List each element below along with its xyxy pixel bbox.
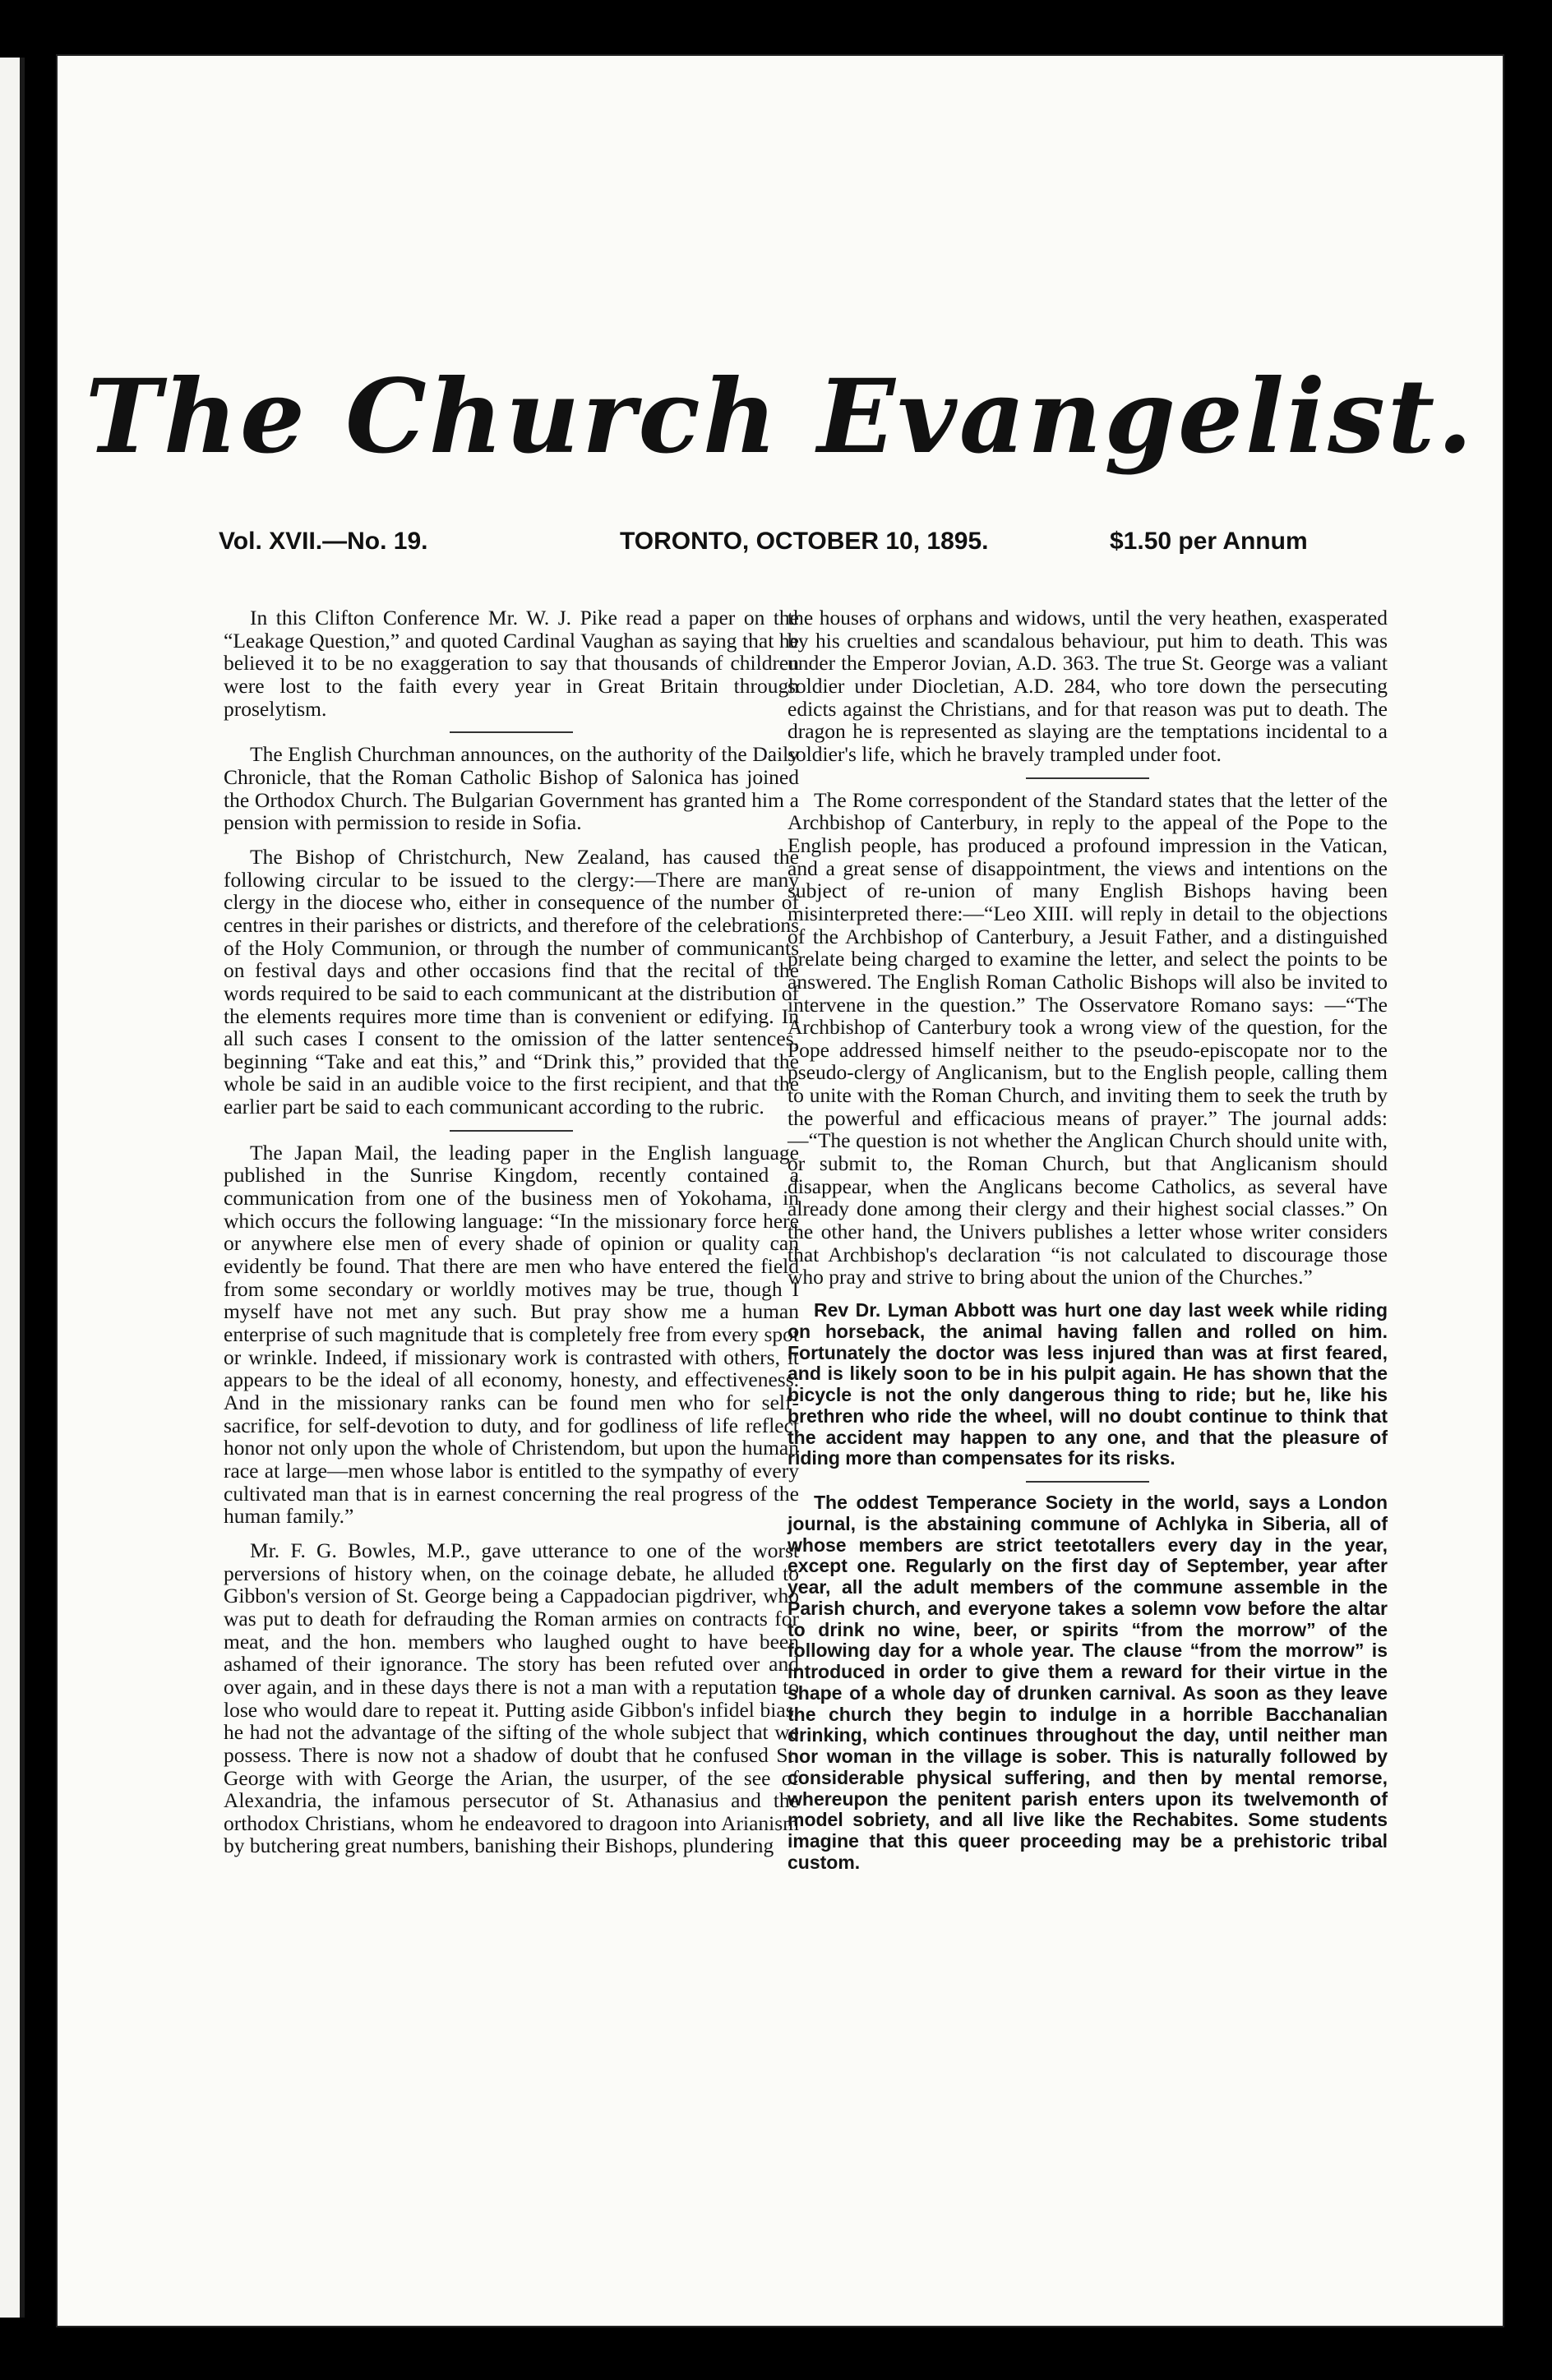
article-salonica-bishop: The English Churchman announces, on the authority of the Daily Chronicle, that the Roman Catholic Bishop of Salonica has joined the Orthodox Church. The Bulgarian Government has granted him a pension with permission to reside in Sofia. (224, 742, 799, 835)
article-japan-mail: The Japan Mail, the leading paper in the English language published in the Sunrise Kingdom, recently contained a communication from one of the business men of Yokohama, in which occurs the following language: “In the missionary force here or anywhere else men of every shade of opinion or quality can evidently be found. That there are men who have entered the field from some secondary or worldly motives may be true, though I myself have not met any such. But pray show me a human enterprise of such magnitude that is completely free from every spot or wrinkle. Indeed, if missionary work is contrasted with others, it appears to be the ideal of all economy, honesty, and effectiveness. And in the missionary ranks can be found men who for self-sacrifice, for self-devotion to duty, and for godliness of life reflect honor not only upon the whole of Christendom, but upon the human race at large—men whose labor is entitled to the sympathy of every cultivated man that is in earnest concerning the real progress of the human family.” (224, 1140, 799, 1529)
article-st-george-bowles: Mr. F. G. Bowles, M.P., gave utterance to one of the worst perversions of history when, on the coinage debate, he alluded to Gibbon's version of St. George being a Cappadocian pigdriver, who was put to death for defrauding the Roman armies on contracts for meat, and the hon. members who laughed ought to have been ashamed of their ignorance. The story has been refuted over and over again, and in these days there is not a man with a reputation to lose who would dare to repeat it. Putting aside Gibbon's infidel bias, he had not the advantage of the sifting of the whole subject that we possess. There is now not a shadow of doubt that he confused St. George with with George the Arian, the usurper, of the see of Alexandria, the infamous persecutor of St. Athanasius and the orthodox Christians, whom he endeavored to dragoon into Arianism by butchering great numbers, banishing their Bishops, plundering (224, 1538, 799, 1858)
adjacent-page-edge (0, 58, 25, 2318)
right-column (788, 607, 1388, 1885)
column-rule (1026, 777, 1149, 779)
article-temperance-society: The oddest Temperance Society in the world, says a London journal, is the abstaining commune of Achlyka in Siberia, all of whose members are strict teetotallers every day in the year, except one. Regularly on the first day of September, year after year, all the adult members of the commune assemble in the Parish church, and everyone takes a solemn vow before the altar to drink no wine, beer, or spirits “from the morrow” of the following day for a whole year. The clause “from the morrow” is introduced in order to give them a reward for their virtue in the shape of a whole day of drunken carnival. As soon as they leave the church they begin to indulge in a horrible Bacchanalian drinking, which continues throughout the day, until neither man nor woman in the village is sober. This is naturally followed by considerable physical suffering, and then by mental remorse, whereupon the penitent parish enters upon its twelvemonth of model sobriety, and all live like the Rechabites. Some students imagine that this queer proceeding may be a prehistoric tribal custom. (788, 1492, 1388, 1873)
column-rule (1026, 1481, 1149, 1483)
article-christchurch-circular: The Bishop of Christchurch, New Zealand, has caused the following circular to be issued to the clergy:—There are many clergy in the diocese who, either in consequence of the number of centres in their parishes or districts, and therefore of the celebrations of the Holy Communion, or through the number of communicants on festival days and other occasions find that the recital of the words required to be said to each communicant at the distribution of the elements requires more time than is convenient or edifying. In all such cases I consent to the omission of the latter sentences, beginning “Take and eat this,” and “Drink this,” provided that the whole be said in an audible voice to the first recipient, and that the earlier part be said to each communicant according to the rubric. (224, 844, 799, 1119)
article-st-george-continued: the houses of orphans and widows, until the very heathen, exasperated by his cruelties and scandalous behaviour, put him to death. This was under the Emperor Jovian, A.D. 363. The true St. George was a valiant soldier under Diocletian, A.D. 284, who tore down the persecuting edicts against the Christians, and for that reason was put to death. The dragon he is represented as slaying are the temptations incidental to a soldier's life, which he bravely trampled under foot. (788, 606, 1388, 766)
volume-number: Vol. XVII.—No. 19. (219, 528, 428, 555)
issue-line (56, 528, 1504, 569)
masthead-title: The Church Evangelist. (85, 357, 1476, 477)
issue-date: TORONTO, OCTOBER 10, 1895. (620, 528, 989, 555)
article-rome-correspondent: The Rome correspondent of the Standard states that the letter of the Archbishop of Canterbury, in reply to the appeal of the Pope to the English people, has produced a profound impression in the Vatican, and a great sense of disappointment, the views and intentions on the subject of re-union of many English Bishops having been misinterpreted there:—“Leo XIII. will reply in detail to the objections of the Archbishop of Canterbury, a Jesuit Father, and a distinguished prelate being charged to examine the letter, and select the points to be answered. The English Roman Catholic Bishops will also be invited to intervene in the question.” The Osservatore Romano says: —“The Archbishop of Canterbury took a wrong view of the question, for the Pope addressed himself neither to the pseudo-episcopate nor to the pseudo-clergy of Anglicanism, but to the English people, calling them to unite with the Roman Church, and inviting them to seek the truth by the powerful and efficacious means of prayer.” The journal adds:—“The question is not whether the Anglican Church should unite with, or submit to, the Roman Church, but that Anglicanism should disappear, when the Anglicans become Catholics, as several have already done among their clergy and their highest social classes.” On the other hand, the Univers publishes a letter whose writer considers that Archbishop's declaration “is not calculated to discourage those who pray and strive to bring about the union of the Churches.” (788, 787, 1388, 1289)
article-lyman-abbott: Rev Dr. Lyman Abbott was hurt one day last week while riding on horseback, the animal having fallen and rolled on him. Fortunately the doctor was less injured than was at first feared, and is likely soon to be in his pulpit again. He has shown that the bicycle is not the only dangerous thing to ride; but he, like his brethren who ride the wheel, will no doubt continue to think that the accident may happen to any one, and that the pleasure of riding more than compensates for its risks. (788, 1299, 1388, 1469)
left-column (224, 607, 799, 1869)
article-leakage-question: In this Clifton Conference Mr. W. J. Pike read a paper on the “Leakage Question,” and quoted Cardinal Vaughan as saying that he believed it to be no exaggeration to say that thousands of children were lost to the faith every year in Great Britain through proselytism. (224, 606, 799, 721)
subscription-price: $1.50 per Annum (1110, 528, 1308, 555)
column-rule (450, 1130, 573, 1132)
newspaper-page (56, 54, 1504, 2327)
column-rule (450, 731, 573, 733)
